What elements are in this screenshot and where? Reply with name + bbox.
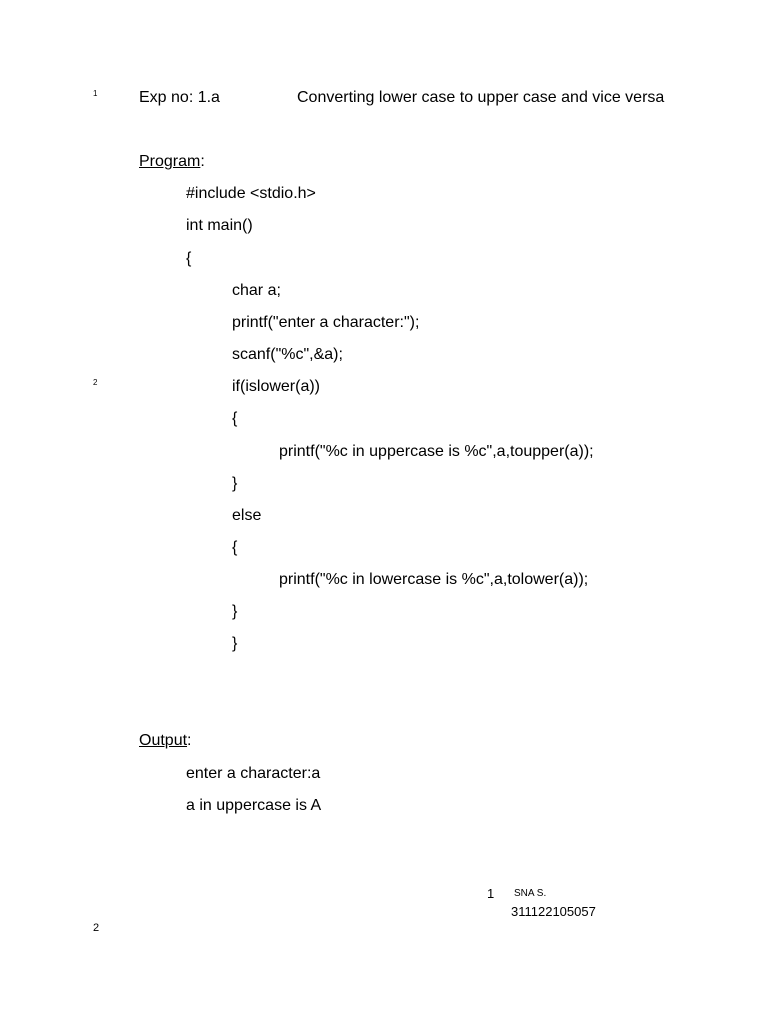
footer-name: SNA S. <box>514 888 547 899</box>
output-line: a in uppercase is A <box>186 797 322 814</box>
margin-mark-middle: 2 <box>93 378 98 387</box>
output-heading <box>139 733 191 749</box>
output-colon: : <box>187 732 192 749</box>
code-line: else <box>232 507 262 524</box>
code-line: { <box>232 539 238 556</box>
code-line: printf("%c in uppercase is %c",a,toupper(a)); <box>279 443 594 460</box>
code-line: } <box>232 635 238 652</box>
output-line: enter a character:a <box>186 765 321 782</box>
code-line: printf("%c in lowercase is %c",a,tolower(a)); <box>279 571 589 588</box>
program-label: Program <box>139 153 201 170</box>
code-line: { <box>186 250 192 267</box>
code-line: char a; <box>232 282 281 299</box>
output-label: Output <box>139 732 188 749</box>
code-line: #include <stdio.h> <box>186 185 316 202</box>
margin-mark-top: 1 <box>93 89 98 98</box>
code-line: } <box>232 475 238 492</box>
program-colon: : <box>200 153 205 170</box>
code-line: scanf("%c",&a); <box>232 346 343 363</box>
code-line: { <box>232 410 238 427</box>
exp-number: Exp no: 1.a <box>139 89 220 106</box>
code-line: } <box>232 603 238 620</box>
program-heading <box>139 154 205 170</box>
footer-id: 311122105057 <box>511 904 596 919</box>
code-line: int main() <box>186 217 253 234</box>
code-line: if(islower(a)) <box>232 378 320 395</box>
code-line: printf("enter a character:"); <box>232 314 420 331</box>
margin-mark-bottom: 2 <box>93 922 100 934</box>
experiment-title: Converting lower case to upper case and vice versa <box>297 89 665 106</box>
footer-number: 1 <box>487 886 495 901</box>
